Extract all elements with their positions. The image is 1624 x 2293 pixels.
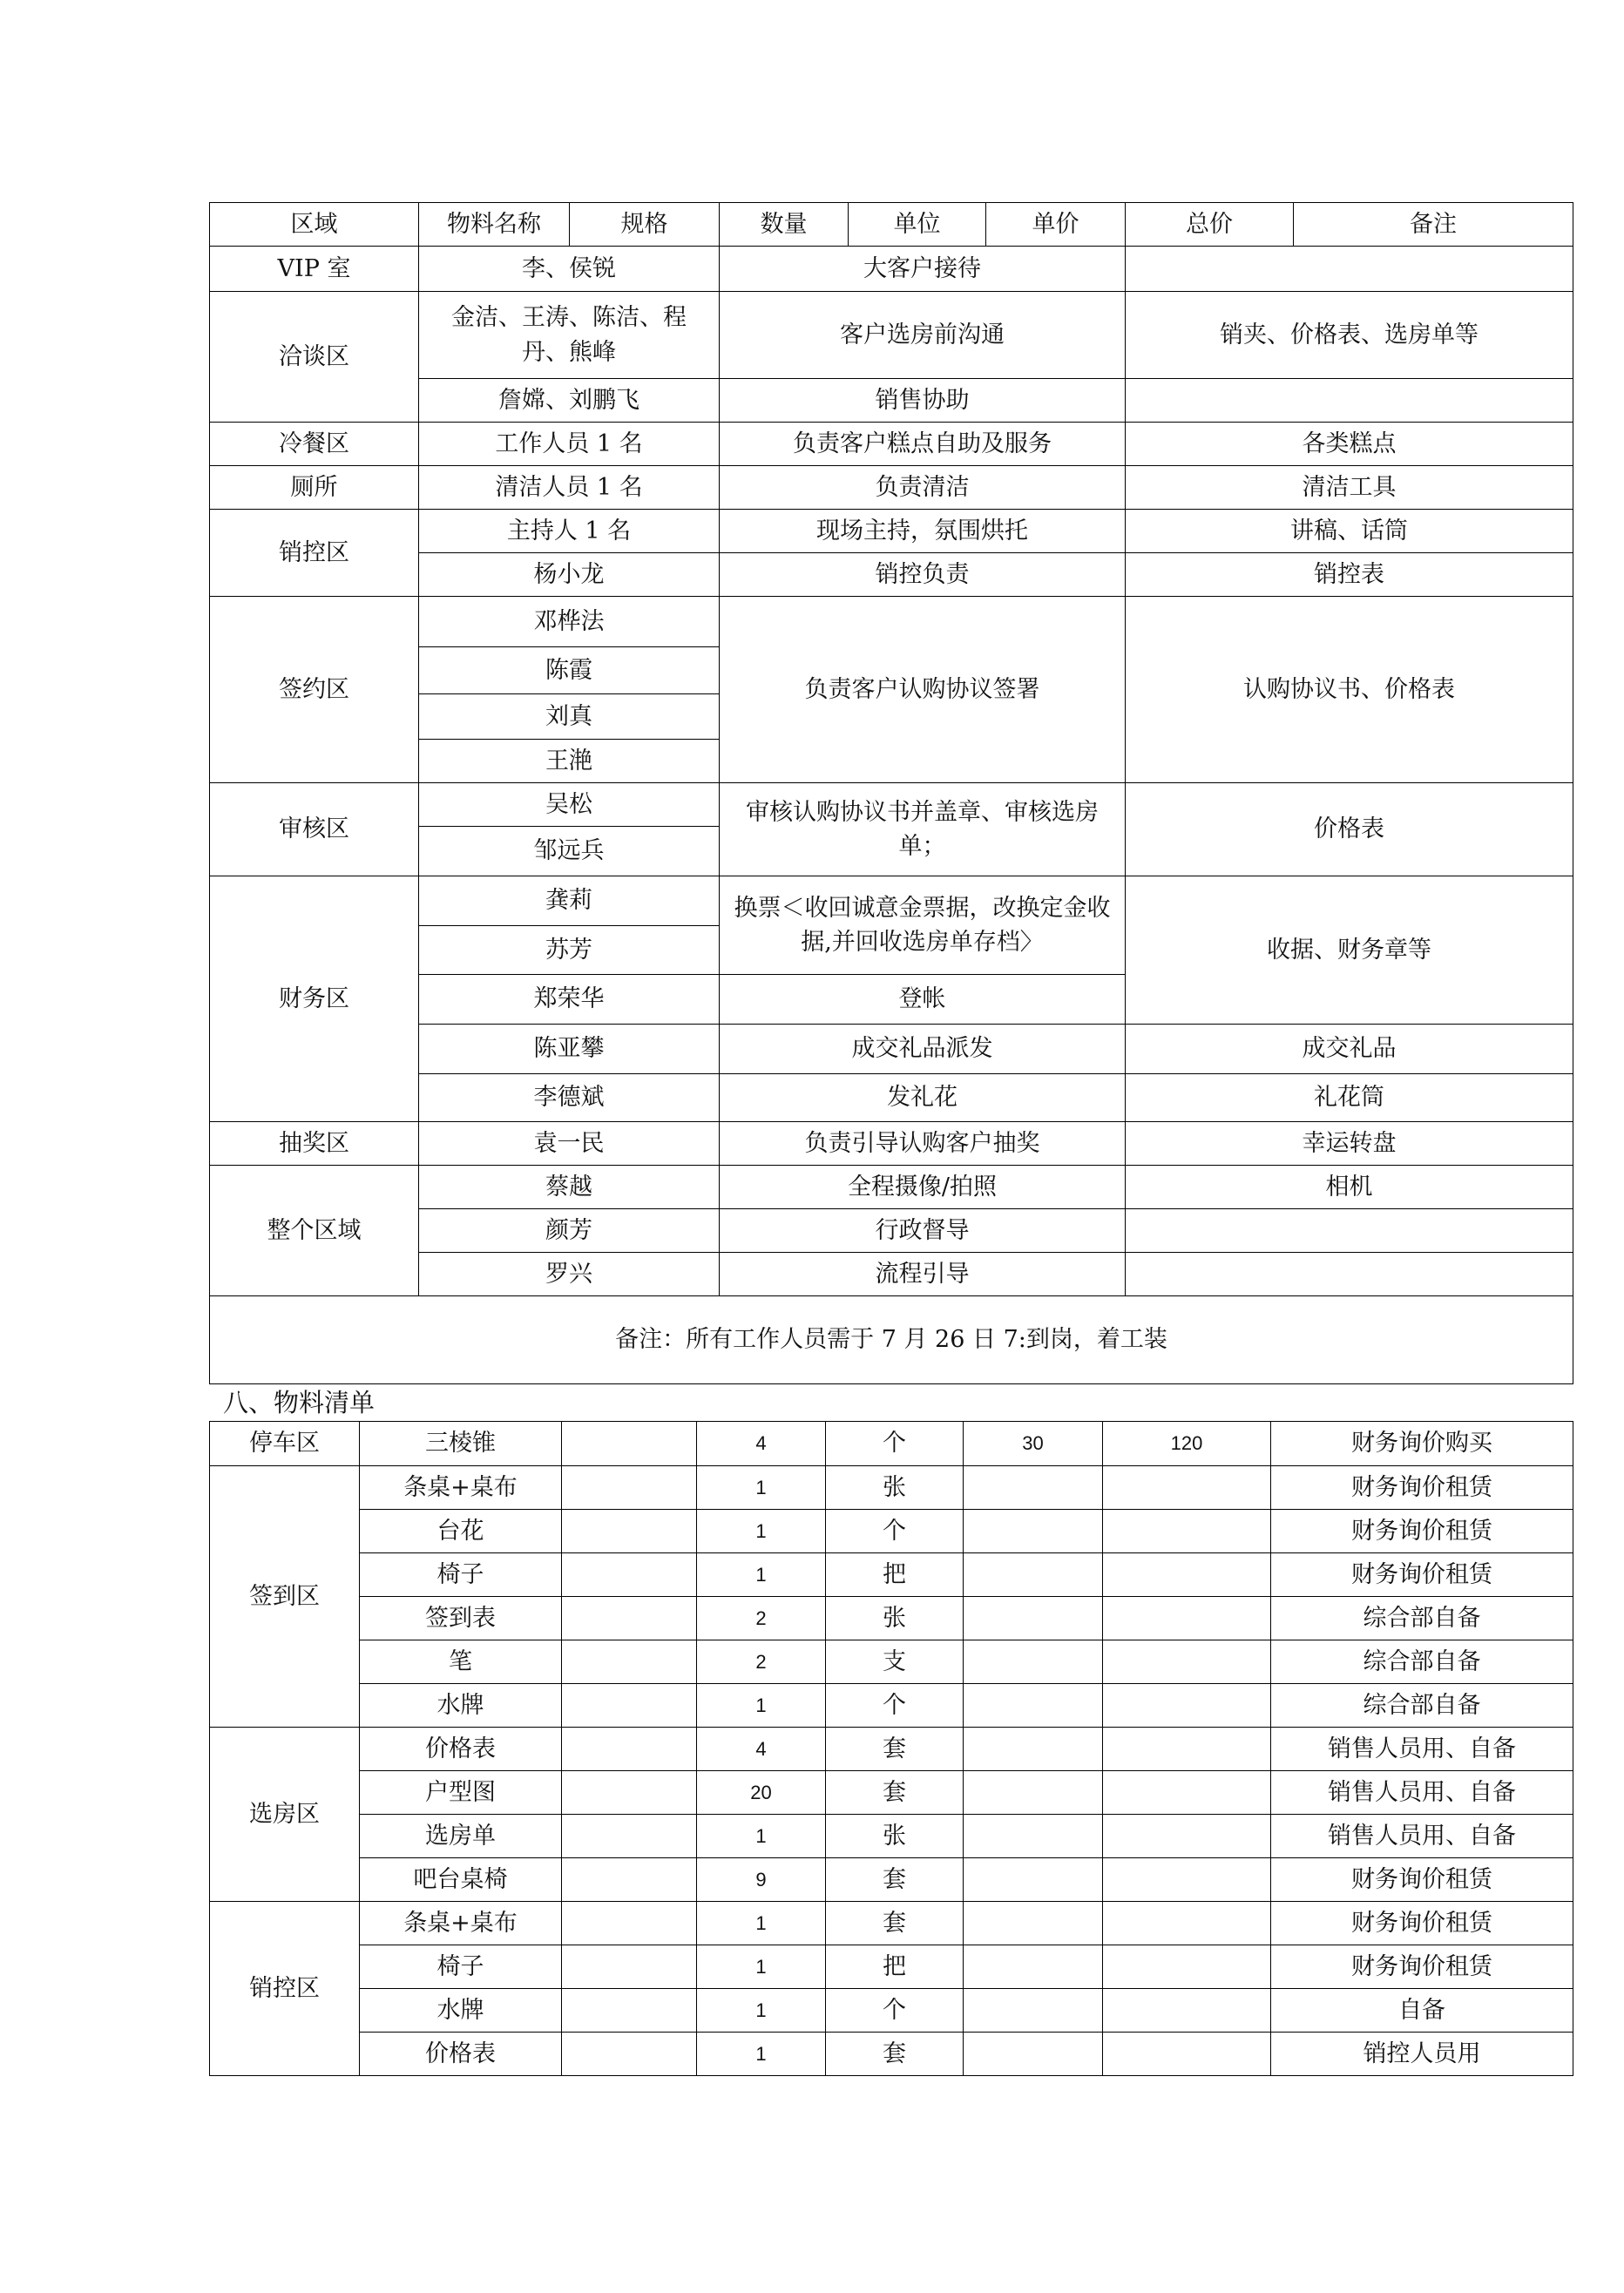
header-qty: 数量	[720, 203, 849, 247]
item-spec	[562, 1815, 697, 1858]
materials-cell: 幸运转盘	[1126, 1122, 1573, 1166]
item-name: 水牌	[360, 1684, 562, 1728]
person-cell: 杨小龙	[419, 553, 720, 597]
item-unit: 张	[826, 1815, 964, 1858]
materials-cell: 成交礼品	[1126, 1025, 1573, 1074]
table-row	[210, 1684, 1573, 1728]
item-remark: 销售人员用、自备	[1271, 1771, 1573, 1815]
duty-cell: 负责客户认购协议签署	[720, 597, 1126, 783]
item-remark: 自备	[1271, 1989, 1573, 2033]
item-price	[964, 1771, 1103, 1815]
item-total: 120	[1103, 1422, 1271, 1466]
person-line: 丹、熊峰	[522, 338, 616, 366]
item-remark: 综合部自备	[1271, 1640, 1573, 1684]
item-unit: 个	[826, 1684, 964, 1728]
item-total	[1103, 1466, 1271, 1510]
item-total	[1103, 1553, 1271, 1597]
zone-cell: 厕所	[210, 466, 419, 510]
item-remark: 销售人员用、自备	[1271, 1815, 1573, 1858]
item-name: 吧台桌椅	[360, 1858, 562, 1902]
header-remark: 备注	[1294, 203, 1573, 247]
item-total	[1103, 1902, 1271, 1945]
person-cell: 工作人员 1 名	[419, 423, 720, 466]
table-row	[210, 466, 1573, 510]
item-spec	[562, 1640, 697, 1684]
item-remark: 财务询价购买	[1271, 1422, 1573, 1466]
materials-cell: 认购协议书、价格表	[1126, 597, 1573, 783]
item-qty: 1	[697, 1945, 826, 1989]
item-total	[1103, 1728, 1271, 1771]
duty-cell: 登帐	[720, 975, 1126, 1025]
duty-cell: 销售协助	[720, 379, 1126, 423]
table-row	[210, 510, 1573, 553]
item-spec	[562, 1771, 697, 1815]
item-spec	[562, 1684, 697, 1728]
item-name: 椅子	[360, 1553, 562, 1597]
zone-cell: VIP 室	[210, 247, 419, 292]
item-qty: 1	[697, 1815, 826, 1858]
table-row	[210, 876, 1573, 926]
materials-cell: 清洁工具	[1126, 466, 1573, 510]
zone-cell: 冷餐区	[210, 423, 419, 466]
item-total	[1103, 1771, 1271, 1815]
table-row	[210, 1553, 1573, 1597]
duty-cell: 成交礼品派发	[720, 1025, 1126, 1074]
table-row	[210, 1466, 1573, 1510]
materials-cell: 相机	[1126, 1166, 1573, 1209]
zone-cell: 财务区	[210, 876, 419, 1122]
table-row	[210, 1597, 1573, 1640]
table-row	[210, 1858, 1573, 1902]
item-qty: 1	[697, 1466, 826, 1510]
item-total	[1103, 1684, 1271, 1728]
zone-cell: 签到区	[210, 1466, 360, 1728]
table-row	[210, 783, 1573, 827]
table-row	[210, 247, 1573, 292]
zone-cell: 签约区	[210, 597, 419, 783]
item-price	[964, 1858, 1103, 1902]
item-total	[1103, 1989, 1271, 2033]
item-spec	[562, 1466, 697, 1510]
item-unit: 套	[826, 1728, 964, 1771]
header-unit: 单位	[849, 203, 986, 247]
person-cell: 苏芳	[419, 926, 720, 975]
person-cell: 罗兴	[419, 1253, 720, 1296]
item-price	[964, 1684, 1103, 1728]
duty-line: 据,并回收选房单存档〉	[801, 929, 1044, 956]
person-cell: 刘真	[419, 694, 720, 740]
item-unit: 个	[826, 1989, 964, 2033]
table-row	[210, 1902, 1573, 1945]
table-row	[210, 1771, 1573, 1815]
item-spec	[562, 1858, 697, 1902]
materials-cell: 收据、财务章等	[1126, 876, 1573, 1025]
table-row	[210, 1166, 1573, 1209]
materials-cell	[1126, 1253, 1573, 1296]
zone-cell: 抽奖区	[210, 1122, 419, 1166]
person-cell: 邹远兵	[419, 827, 720, 876]
item-name: 台花	[360, 1510, 562, 1553]
item-spec	[562, 1989, 697, 2033]
item-spec	[562, 1728, 697, 1771]
item-price	[964, 1945, 1103, 1989]
item-name: 价格表	[360, 1728, 562, 1771]
item-unit: 套	[826, 1902, 964, 1945]
staff-table	[209, 202, 1573, 1384]
person-cell: 李、侯锐	[419, 247, 720, 292]
item-qty: 1	[697, 2033, 826, 2076]
person-cell: 王滟	[419, 740, 720, 783]
header-total: 总价	[1126, 203, 1294, 247]
header-row	[210, 203, 1573, 247]
item-price	[964, 1989, 1103, 2033]
item-remark: 销售人员用、自备	[1271, 1728, 1573, 1771]
item-price	[964, 1597, 1103, 1640]
header-spec: 规格	[570, 203, 720, 247]
item-remark: 财务询价租赁	[1271, 1858, 1573, 1902]
item-remark: 综合部自备	[1271, 1684, 1573, 1728]
item-qty: 4	[697, 1728, 826, 1771]
item-unit: 套	[826, 1771, 964, 1815]
duty-line: 换票＜收回诚意金票据，改换定金收	[734, 894, 1111, 922]
item-spec	[562, 1945, 697, 1989]
item-remark: 财务询价租赁	[1271, 1510, 1573, 1553]
person-cell: 颜芳	[419, 1209, 720, 1253]
item-qty: 1	[697, 1510, 826, 1553]
zone-cell: 整个区域	[210, 1166, 419, 1296]
item-unit: 个	[826, 1422, 964, 1466]
person-cell: 主持人 1 名	[419, 510, 720, 553]
item-name: 笔	[360, 1640, 562, 1684]
item-price: 30	[964, 1422, 1103, 1466]
item-price	[964, 1902, 1103, 1945]
materials-cell: 各类糕点	[1126, 423, 1573, 466]
item-unit: 把	[826, 1945, 964, 1989]
note-cell: 备注：所有工作人员需于 7 月 26 日 7:到岗，着工装	[210, 1296, 1573, 1384]
duty-cell: 发礼花	[720, 1074, 1126, 1122]
table-row	[210, 1640, 1573, 1684]
duty-cell	[720, 783, 1126, 876]
item-name: 签到表	[360, 1597, 562, 1640]
item-name: 选房单	[360, 1815, 562, 1858]
item-remark: 财务询价租赁	[1271, 1902, 1573, 1945]
item-remark: 财务询价租赁	[1271, 1466, 1573, 1510]
item-unit: 支	[826, 1640, 964, 1684]
table-row	[210, 1422, 1573, 1466]
item-unit: 把	[826, 1553, 964, 1597]
table-row	[210, 1989, 1573, 2033]
zone-cell: 洽谈区	[210, 292, 419, 423]
zone-cell: 停车区	[210, 1422, 360, 1466]
materials-cell	[1126, 1209, 1573, 1253]
materials-cell: 销控表	[1126, 553, 1573, 597]
item-total	[1103, 2033, 1271, 2076]
item-name: 三棱锥	[360, 1422, 562, 1466]
item-qty: 2	[697, 1640, 826, 1684]
duty-cell: 负责清洁	[720, 466, 1126, 510]
header-zone: 区域	[210, 203, 419, 247]
item-name: 椅子	[360, 1945, 562, 1989]
item-total	[1103, 1640, 1271, 1684]
item-spec	[562, 1902, 697, 1945]
header-unit-price: 单价	[986, 203, 1126, 247]
item-qty: 9	[697, 1858, 826, 1902]
item-qty: 1	[697, 1684, 826, 1728]
item-spec	[562, 2033, 697, 2076]
document-sheet	[209, 202, 1573, 2076]
item-price	[964, 1640, 1103, 1684]
item-remark: 销控人员用	[1271, 2033, 1573, 2076]
item-price	[964, 1510, 1103, 1553]
zone-cell: 审核区	[210, 783, 419, 876]
duty-cell: 负责引导认购客户抽奖	[720, 1122, 1126, 1166]
table-row	[210, 1815, 1573, 1858]
materials-cell: 价格表	[1126, 783, 1573, 876]
person-cell: 邓桦法	[419, 597, 720, 647]
duty-cell: 全程摄像/拍照	[720, 1166, 1126, 1209]
item-spec	[562, 1422, 697, 1466]
person-cell: 李德斌	[419, 1074, 720, 1122]
item-name: 户型图	[360, 1771, 562, 1815]
table-row	[210, 1510, 1573, 1553]
table-row	[210, 1945, 1573, 1989]
item-spec	[562, 1510, 697, 1553]
duty-cell: 行政督导	[720, 1209, 1126, 1253]
materials-cell: 讲稿、话筒	[1126, 510, 1573, 553]
item-spec	[562, 1553, 697, 1597]
person-cell: 陈亚攀	[419, 1025, 720, 1074]
item-price	[964, 2033, 1103, 2076]
duty-cell: 流程引导	[720, 1253, 1126, 1296]
person-cell: 袁一民	[419, 1122, 720, 1166]
item-name: 水牌	[360, 1989, 562, 2033]
duty-cell: 大客户接待	[720, 247, 1126, 292]
item-total	[1103, 1858, 1271, 1902]
table-row	[210, 2033, 1573, 2076]
materials-cell	[1126, 379, 1573, 423]
table-row	[210, 292, 1573, 379]
item-total	[1103, 1945, 1271, 1989]
item-name: 条桌+桌布	[360, 1902, 562, 1945]
table-row	[210, 1728, 1573, 1771]
note-row	[210, 1296, 1573, 1384]
item-qty: 4	[697, 1422, 826, 1466]
item-qty: 2	[697, 1597, 826, 1640]
item-unit: 张	[826, 1597, 964, 1640]
person-cell: 蔡越	[419, 1166, 720, 1209]
item-unit: 套	[826, 2033, 964, 2076]
item-price	[964, 1728, 1103, 1771]
item-name: 条桌+桌布	[360, 1466, 562, 1510]
table-row	[210, 423, 1573, 466]
materials-cell	[1126, 247, 1573, 292]
item-qty: 20	[697, 1771, 826, 1815]
item-total	[1103, 1815, 1271, 1858]
table-row	[210, 597, 1573, 647]
person-cell: 郑荣华	[419, 975, 720, 1025]
duty-line: 审核认购协议书并盖章、审核选房	[746, 798, 1099, 826]
materials-cell: 销夹、价格表、选房单等	[1126, 292, 1573, 379]
item-unit: 个	[826, 1510, 964, 1553]
person-cell: 陈霞	[419, 647, 720, 694]
item-price	[964, 1466, 1103, 1510]
person-cell: 吴松	[419, 783, 720, 827]
zone-cell: 销控区	[210, 1902, 360, 2076]
item-price	[964, 1815, 1103, 1858]
duty-cell: 现场主持，氛围烘托	[720, 510, 1126, 553]
item-spec	[562, 1597, 697, 1640]
item-qty: 1	[697, 1902, 826, 1945]
item-qty: 1	[697, 1553, 826, 1597]
duty-cell	[720, 876, 1126, 975]
materials-cell: 礼花筒	[1126, 1074, 1573, 1122]
person-line: 金洁、王涛、陈洁、程	[451, 304, 687, 332]
duty-line: 单；	[898, 833, 946, 860]
materials-table	[209, 1421, 1573, 2076]
item-price	[964, 1553, 1103, 1597]
header-material-name: 物料名称	[419, 203, 570, 247]
person-cell: 龚莉	[419, 876, 720, 926]
person-cell: 詹嫦、刘鹏飞	[419, 379, 720, 423]
item-remark: 综合部自备	[1271, 1597, 1573, 1640]
zone-cell: 选房区	[210, 1728, 360, 1902]
section-heading: 八、物料清单	[223, 1388, 376, 1417]
item-remark: 财务询价租赁	[1271, 1945, 1573, 1989]
item-unit: 套	[826, 1858, 964, 1902]
zone-cell: 销控区	[210, 510, 419, 597]
item-unit: 张	[826, 1466, 964, 1510]
duty-cell: 负责客户糕点自助及服务	[720, 423, 1126, 466]
item-qty: 1	[697, 1989, 826, 2033]
item-name: 价格表	[360, 2033, 562, 2076]
table-row	[210, 1122, 1573, 1166]
duty-cell: 销控负责	[720, 553, 1126, 597]
person-cell	[419, 292, 720, 379]
item-remark: 财务询价租赁	[1271, 1553, 1573, 1597]
person-cell: 清洁人员 1 名	[419, 466, 720, 510]
item-total	[1103, 1510, 1271, 1553]
item-total	[1103, 1597, 1271, 1640]
duty-cell: 客户选房前沟通	[720, 292, 1126, 379]
